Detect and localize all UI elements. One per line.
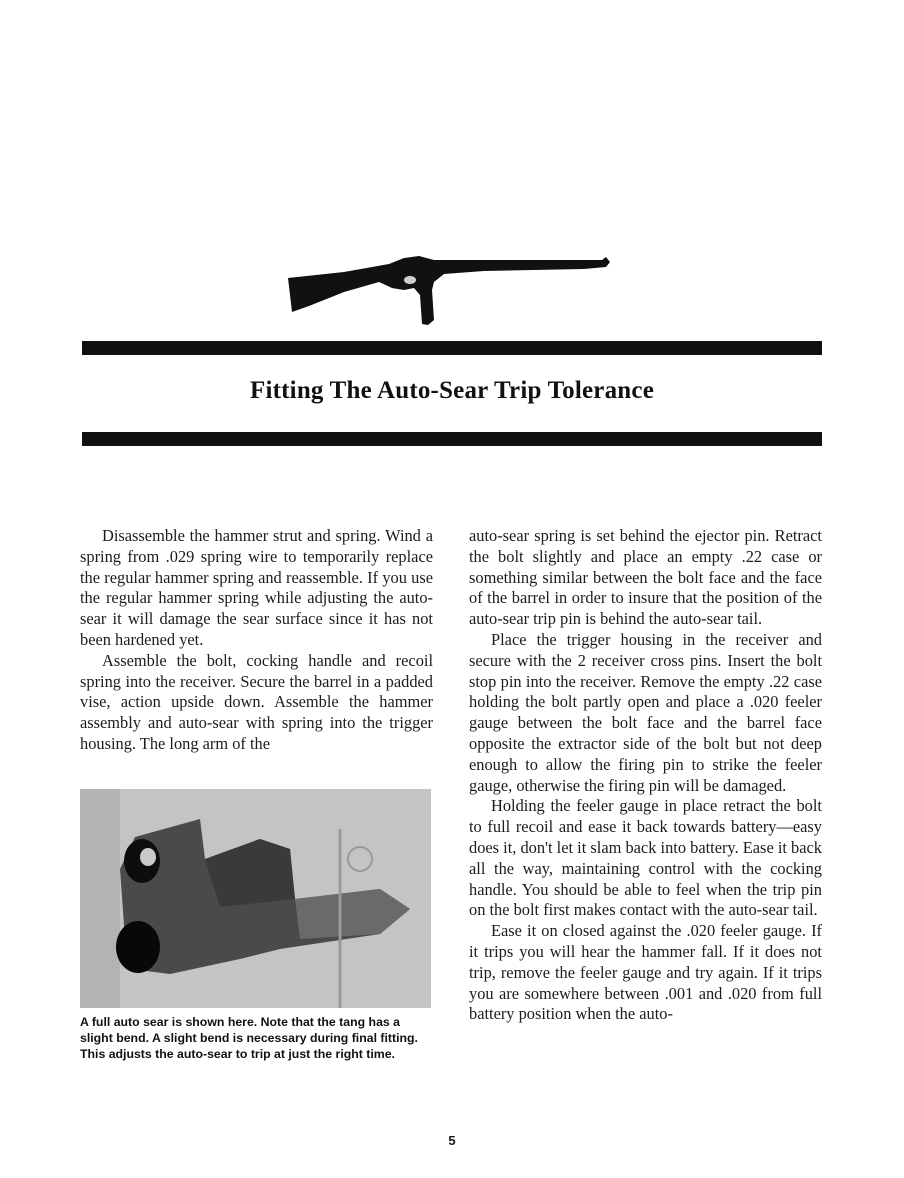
left-paragraph: Disassemble the hammer strut and spring. Wind a spring from .029 spring wire to temporarily replace the regular hammer spring and reassemble. If you use the regular hammer spring while adjusting the auto-sear it will damage the sear surface since it has not been hardened yet.: [80, 526, 433, 649]
right-paragraph: Place the trigger housing in the receiver and secure with the 2 receiver cross pins. Insert the bolt stop pin into the receiver. Remove the empty .22 case holding the bolt partly open and place a .020 feeler gauge between the bolt face and the barrel face opposite the extractor side of the bolt but not deep enough to allow the firing pin to strike the feeler gauge, otherwise the firing pin will be damaged.: [469, 629, 822, 795]
left-paragraph: Assemble the bolt, cocking handle and recoil spring into the receiver. Secure the barrel in a padded vise, action upside down. Assemble the hammer assembly and auto-sear with spring into the trigger housing. The long arm of the: [80, 650, 433, 753]
photo-caption: A full auto sear is shown here. Note that the tang has a slight bend. A slight bend is necessary during final fitting. This adjusts the auto-sear to trip at just the right time.: [80, 1015, 418, 1061]
right-column: [469, 526, 822, 1025]
header-bottom-rule: [82, 432, 822, 446]
page-number: 5: [448, 1133, 456, 1148]
right-paragraph: Ease it on closed against the .020 feeler gauge. If it trips you will hear the hammer fall. If it does not trip, remove the feeler gauge and try again. If it trips you are somewhere between .001 and .020 from full battery position when the auto-: [469, 921, 822, 1024]
auto-sear-photo: [80, 789, 431, 1008]
left-column: [80, 526, 433, 755]
right-paragraph: auto-sear spring is set behind the ejector pin. Retract the bolt slightly and place an empty .22 case or something similar between the bolt face and the face of the barrel in order to insure that the position of the auto-sear trip pin is behind the auto-sear tail.: [469, 526, 822, 629]
header-top-rule: [82, 341, 822, 355]
page-title: Fitting The Auto-Sear Trip Tolerance: [250, 377, 654, 404]
rifle-silhouette-icon: [284, 250, 614, 330]
right-paragraph: Holding the feeler gauge in place retract the bolt to full recoil and ease it back towards battery—easy does it, don't let it slam back into battery. Ease it back all the way, maintaining control with the cocking handle. You should be able to feel when the trip pin on the bolt first makes contact with the auto-sear tail.: [469, 796, 822, 920]
